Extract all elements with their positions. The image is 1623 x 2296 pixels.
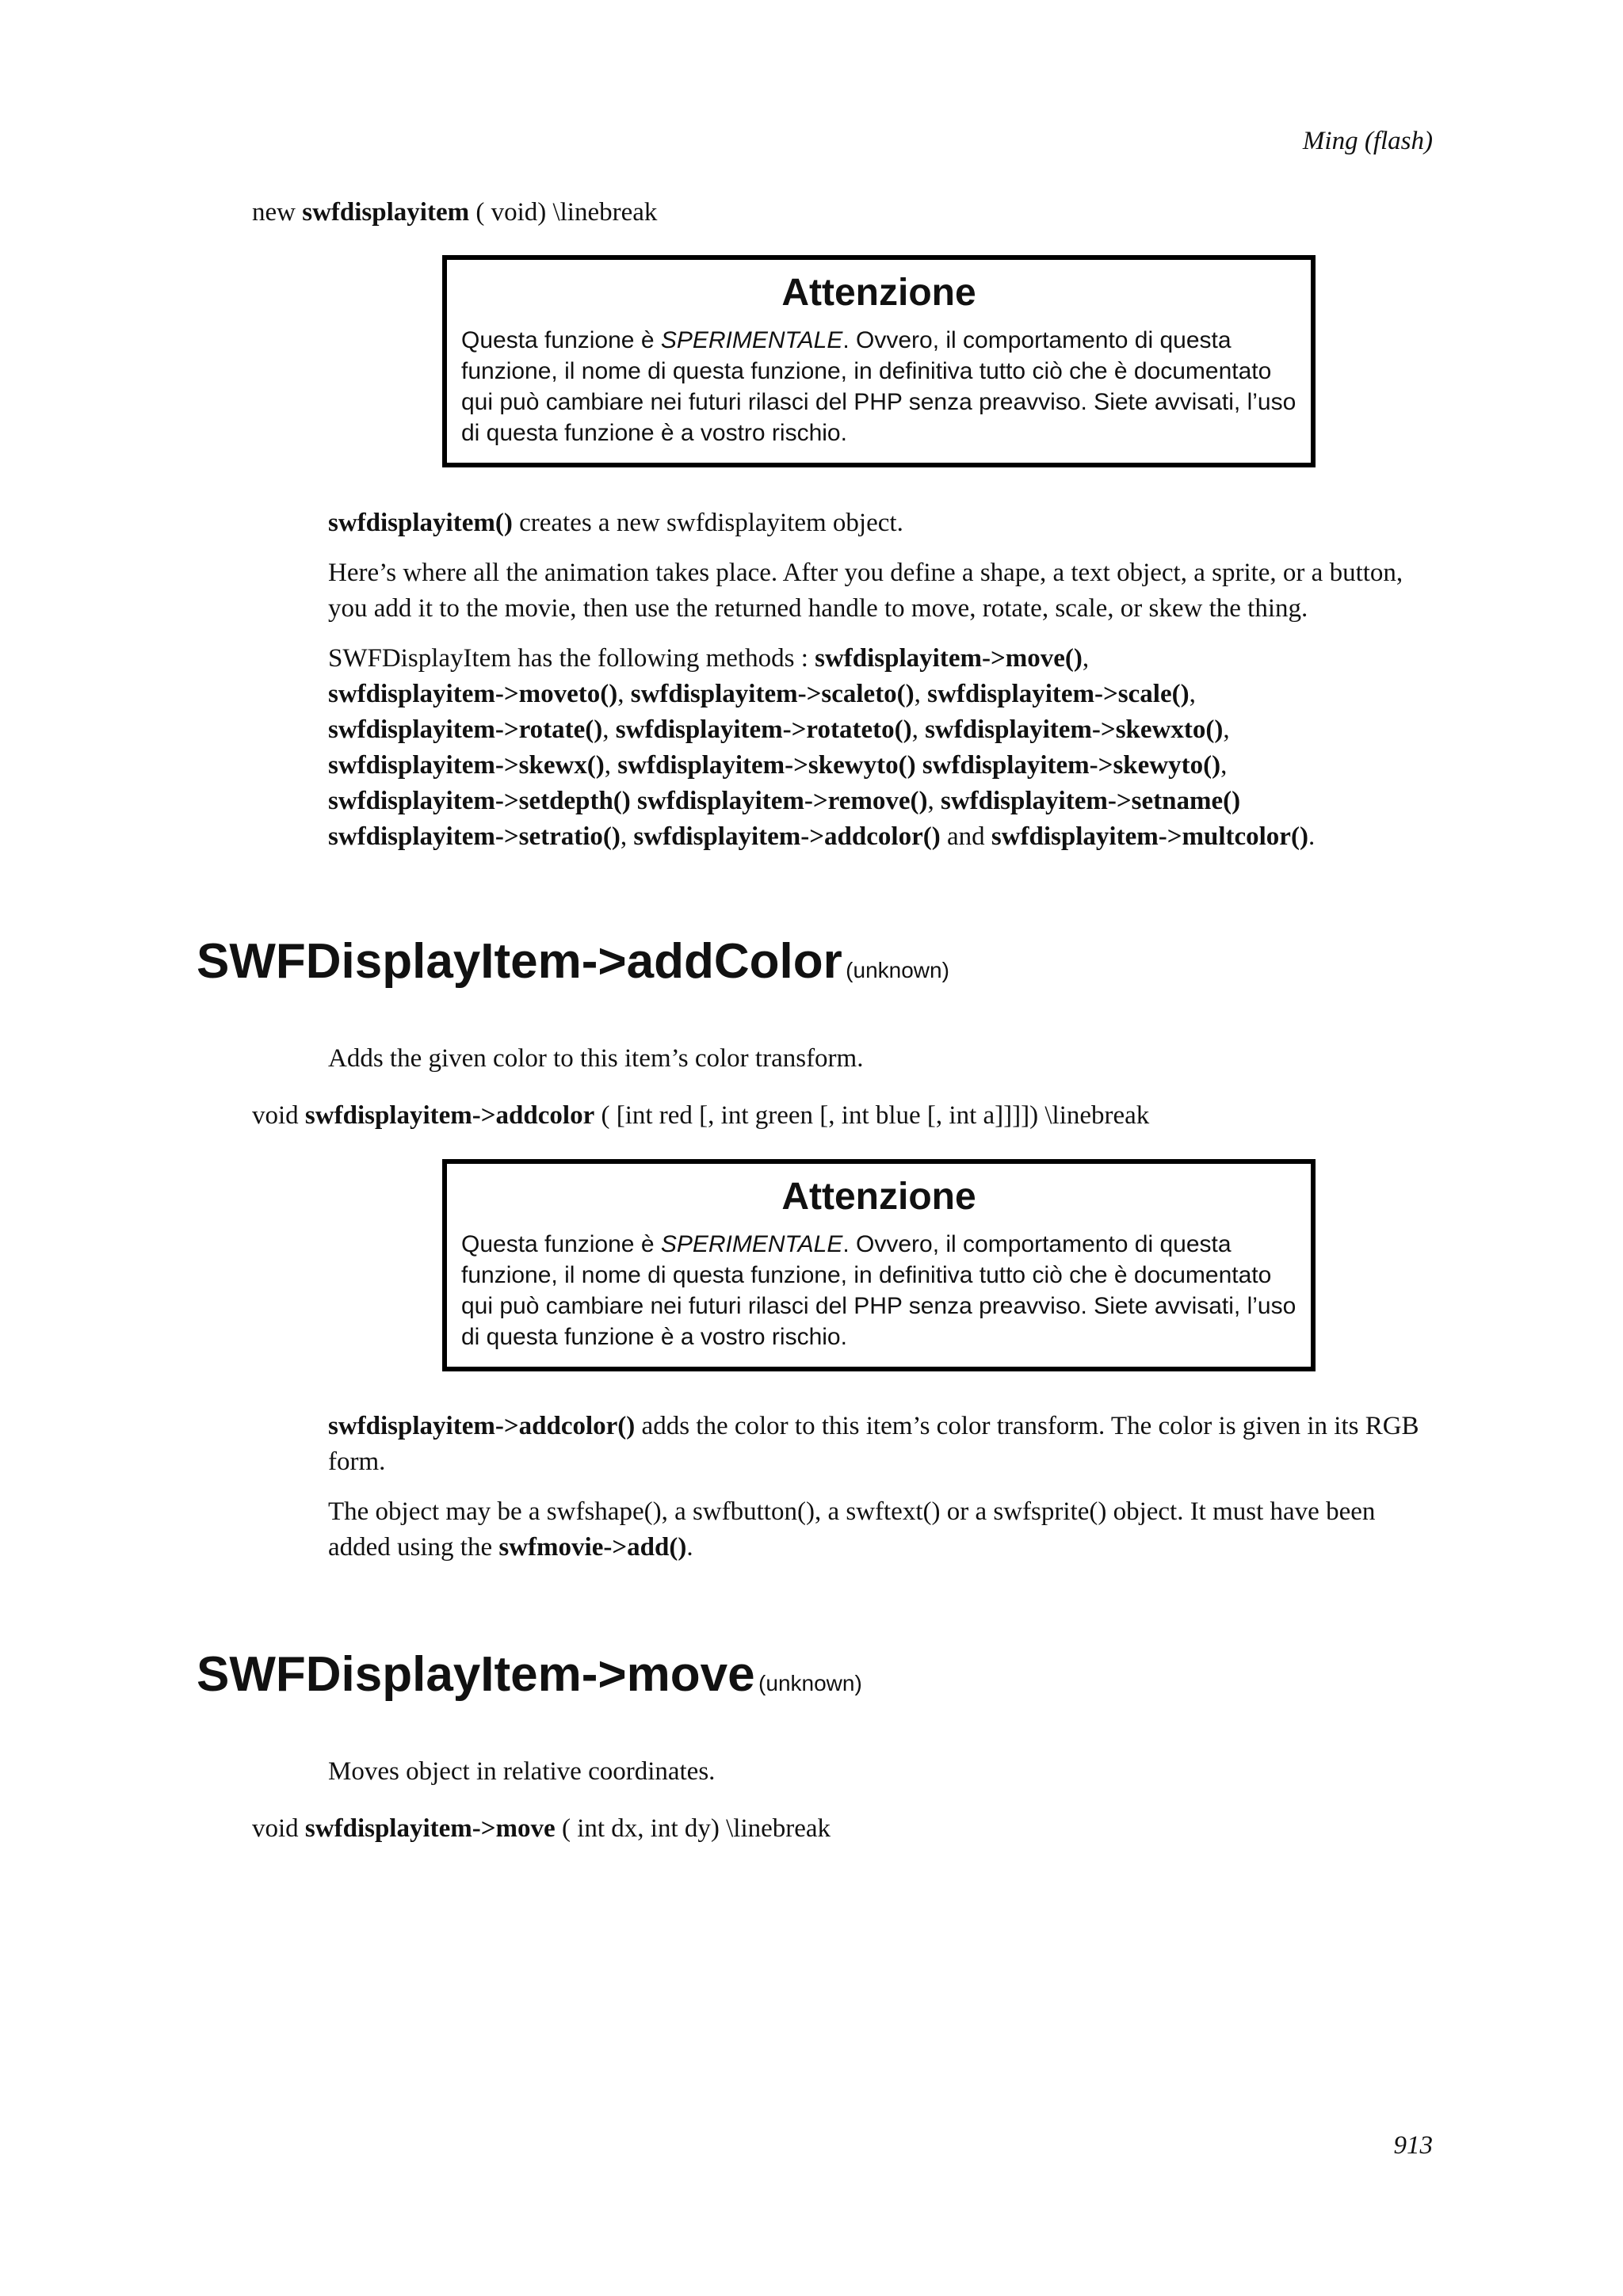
warning-body <box>461 1229 1296 1352</box>
intro-paragraph: Here’s where all the animation takes place. After you define a shape, a text object, a sprite, or a button, you add it to the movie, then use the returned handle to move, rotate, scale, or skew the thing. <box>328 559 1403 623</box>
paragraph-text: and <box>940 822 991 851</box>
function-ref: swfdisplayitem() <box>328 509 513 537</box>
paragraph-text: creates a new swfdisplayitem object. <box>512 509 903 537</box>
section-version: (unknown) <box>846 958 949 982</box>
addcolor-description <box>328 1409 1438 1580</box>
synopsis-function-name: swfdisplayitem->move <box>304 1814 556 1843</box>
synopsis-prefix: void <box>252 1814 305 1843</box>
synopsis-prefix: new <box>252 198 303 227</box>
method-ref: swfdisplayitem->skewyto() <box>617 751 916 780</box>
function-ref: swfmovie->add() <box>498 1533 687 1562</box>
warning-text: . Ovvero, il comportamento di questa funzione, il nome di questa funzione, in definitiva tutto ciò che è documentato qui può cambiare nei futuri rilasci del PHP senza preavviso. Siete avvisati, l’uso di questa funzione è a vostro rischio. <box>461 327 1296 446</box>
method-ref: swfdisplayitem->scale() <box>927 680 1190 708</box>
method-ref: swfdisplayitem->rotate() <box>328 715 603 744</box>
synopsis-args: ( [int red [, int green [, int blue [, int a]]]]) \linebreak <box>594 1101 1150 1130</box>
addcolor-purpose: Adds the given color to this item’s color transform. <box>328 1044 864 1073</box>
function-ref: swfdisplayitem->addcolor() <box>328 1412 636 1440</box>
section-heading-addcolor <box>197 933 949 990</box>
method-ref: swfdisplayitem->skewxto() <box>925 715 1224 744</box>
method-ref: swfdisplayitem->multcolor() <box>991 822 1308 851</box>
synopsis-function-name: swfdisplayitem->addcolor <box>304 1101 595 1130</box>
warning-text: Questa funzione è <box>461 327 661 353</box>
warning-box <box>442 1159 1316 1371</box>
warning-title: Attenzione <box>781 272 976 314</box>
warning-text: . Ovvero, il comportamento di questa funzione, il nome di questa funzione, in definitiva tutto ciò che è documentato qui può cambiare nei futuri rilasci del PHP senza preavviso. Siete avvisati, l’uso di questa funzione è a vostro rischio. <box>461 1231 1296 1350</box>
section-version: (unknown) <box>758 1671 862 1695</box>
warning-emphasis: SPERIMENTALE <box>660 327 843 353</box>
warning-body <box>461 325 1296 448</box>
section-title: SWFDisplayItem->move <box>197 1647 755 1702</box>
move-purpose: Moves object in relative coordinates. <box>328 1757 716 1786</box>
method-ref: swfdisplayitem->scaleto() <box>630 680 915 708</box>
method-ref: swfdisplayitem->moveto() <box>328 680 618 708</box>
section-heading-move <box>197 1646 862 1703</box>
description-paragraph <box>328 1494 1438 1566</box>
synopsis-args: ( int dx, int dy) \linebreak <box>555 1814 831 1843</box>
method-ref: swfdisplayitem->move() <box>815 644 1083 673</box>
synopsis-prefix: void <box>252 1101 305 1130</box>
paragraph-text: . <box>1308 822 1316 851</box>
synopsis-function-name: swfdisplayitem <box>302 198 470 227</box>
method-ref: swfdisplayitem->skewx() <box>328 751 605 780</box>
paragraph-text: adds the color to this item’s color transform. The color is given in its RGB form. <box>328 1412 1419 1476</box>
synopsis-args: ( void) \linebreak <box>469 198 658 227</box>
warning-text: Questa funzione è <box>461 1231 661 1257</box>
intro-paragraph <box>328 505 1438 541</box>
method-ref: swfdisplayitem->skewyto() <box>922 751 1221 780</box>
warning-title: Attenzione <box>781 1176 976 1218</box>
paragraph-text: The object may be a swfshape(), a swfbutton(), a swftext() or a swfsprite() object. It must have been added using the <box>328 1497 1376 1562</box>
function-synopsis <box>252 198 657 227</box>
method-ref: swfdisplayitem->addcolor() <box>633 822 941 851</box>
function-synopsis <box>252 1101 1149 1131</box>
method-ref: swfdisplayitem->setname() <box>941 787 1241 815</box>
method-ref: swfdisplayitem->setdepth() <box>328 787 631 815</box>
paragraph-text: SWFDisplayItem has the following methods : <box>328 644 815 673</box>
method-ref: swfdisplayitem->setratio() <box>328 822 621 851</box>
description-paragraph <box>328 1409 1438 1480</box>
page-number: 913 <box>1393 2131 1433 2160</box>
intro-description <box>328 505 1438 869</box>
methods-paragraph: SWFDisplayItem has the following methods : swfdisplayitem->move(), swfdisplayitem->moveto(), swfdisplayitem->scaleto(), swfdisplayitem->scale(), swfdisplayitem->rotate(), swfdisplayitem->rotateto(), swfdisplayitem->skewxto(), swfdisplayitem->skewx(), swfdisplayitem->skewyto() swfdisplayitem->skewyto(), swfdisplayitem->setdepth() swfdisplayitem->remove(), swfdisplayitem->setname() swfdisplayitem->setratio(), swfdisplayitem->addcolor() and swfdisplayitem->multcolor(). <box>328 644 1316 851</box>
section-title: SWFDisplayItem->addColor <box>197 934 842 989</box>
method-ref: swfdisplayitem->remove() <box>637 787 928 815</box>
method-ref: swfdisplayitem->rotateto() <box>615 715 912 744</box>
function-synopsis <box>252 1814 831 1844</box>
warning-box <box>442 255 1316 467</box>
running-head: Ming (flash) <box>1302 127 1433 155</box>
paragraph-text: . <box>686 1533 693 1562</box>
warning-emphasis: SPERIMENTALE <box>660 1231 843 1257</box>
